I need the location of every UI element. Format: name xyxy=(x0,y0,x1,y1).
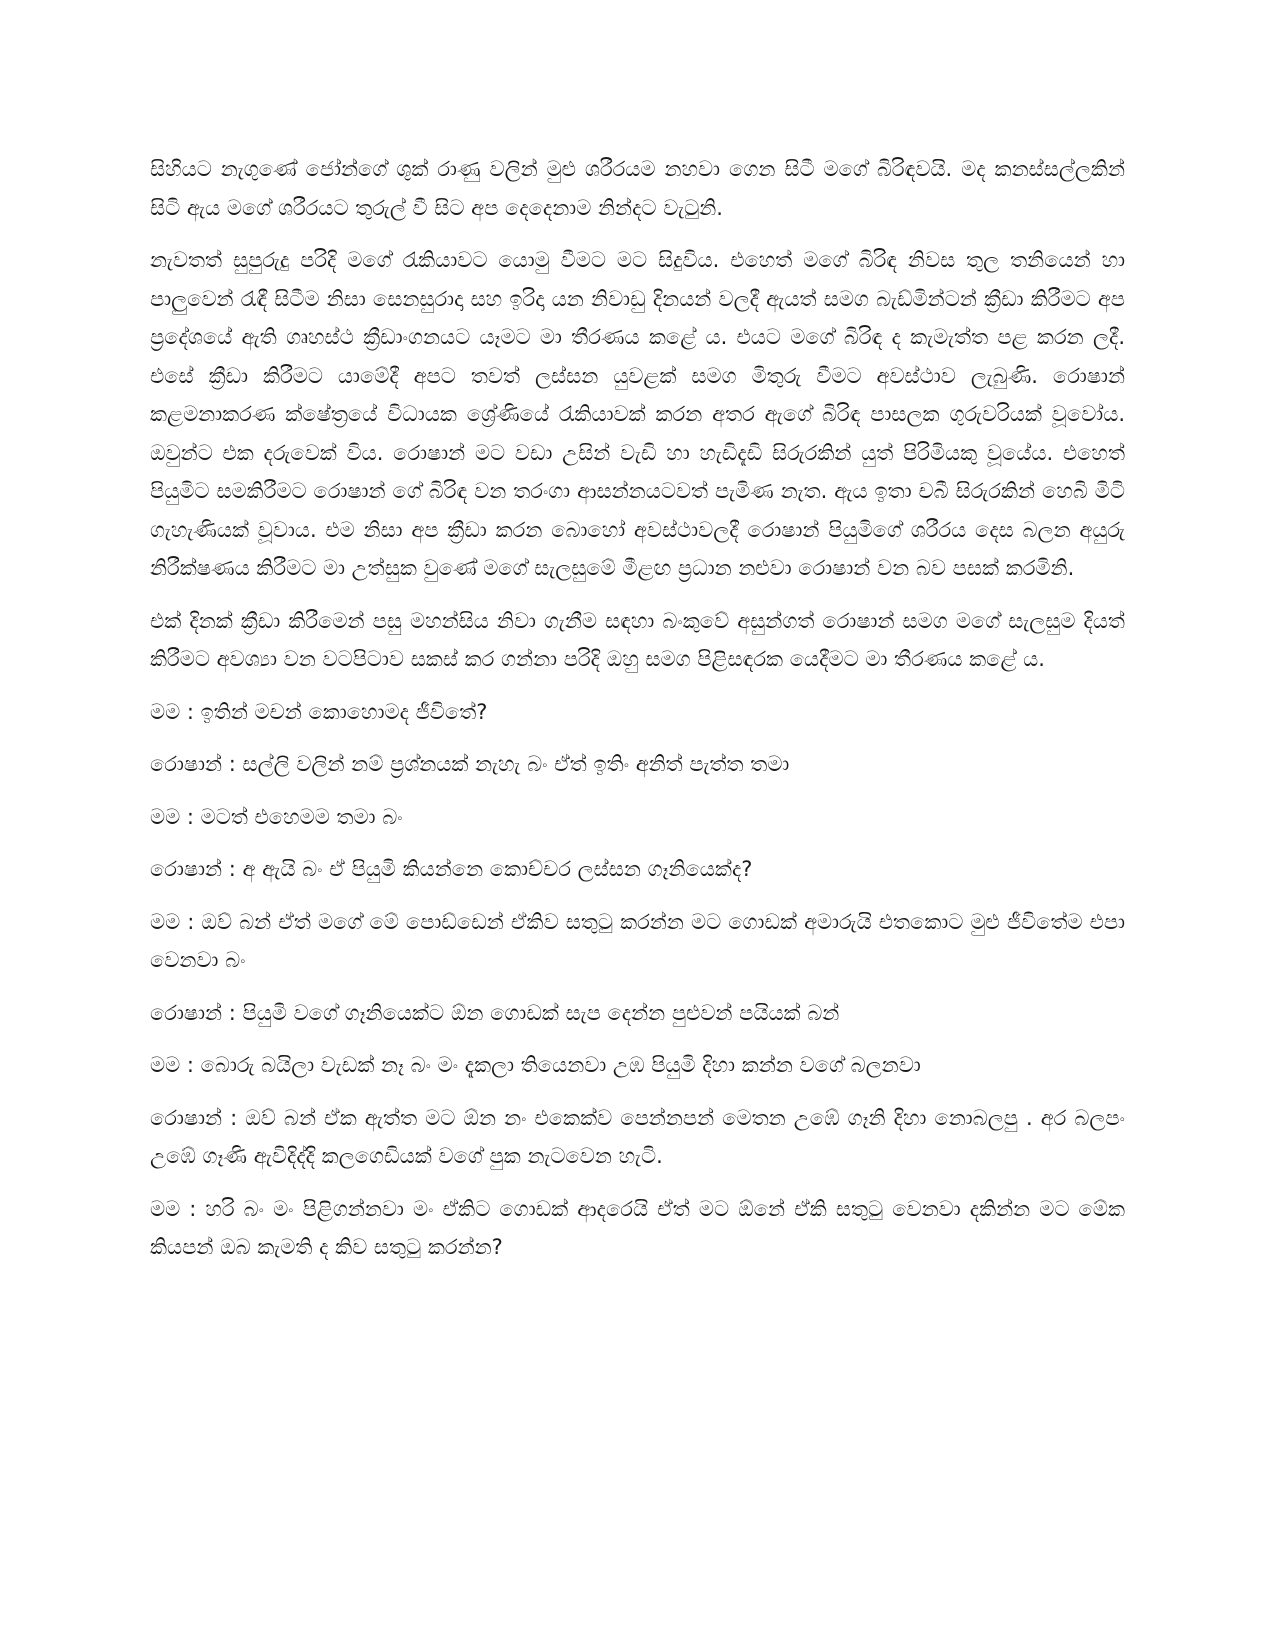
dialogue-line: මම : මටත් එහෙමම තමා බං xyxy=(150,804,403,829)
dialogue-line: මම : බොරු බයිලා වැඩක් නෑ බං මං දැකලා තියෙනවා උඹ පියුමි දිහා කන්න වගේ බලනවා xyxy=(150,1053,921,1077)
paragraph-story: නැවතත් සුපුරුදු පරිදි මගේ රැකියාවට යොමු වීමට මට සිදුවිය. එහෙත් මගේ බිරිඳ නිවස තුල තනියෙන් හා පාලුවෙන් රැඳී සිටීම නිසා සෙනසුරාදා සහ ඉරිදා යන නිවාඩු දිනයන් වලදී ඇයත් සමග බැඩ්මින්ටන් ක්‍රීඩා කිරීමට අප ප්‍රදේශයේ ඇති ගෘහස්ථ ක්‍රීඩාංගනයට යෑමට මා තීරණය කළේ ය. එයට මගේ බිරිඳ ද කැමැත්ත පළ කරන ලදී. එසේ ක්‍රීඩා කිරීමට යාමේදී අපට තවත් ලස්සන යුවළක් සමග මිතුරු වීමට අවස්ථාව ලැබුණි. රොෂාන් කළමනාකරණ ක්ෂේත්‍රයේ විධායක ශ්‍රේණියේ රැකියාවක් කරන අතර ඇගේ බිරිඳ පාසලක ගුරුවරියක් වූවෝය. ඔවුන්ට එක දරුවෙක් විය. රොෂාන් මට වඩා උසින් වැඩි හා හැඩිදැඩි සිරුරකින් යුත් පිරිමියකු වූයේය. එහෙත් පියුමිට සමකිරීමට රොෂාන් ගේ බිරිඳ වන තරංගා ආසන්නයටවත් පැමිණ නැත. ඇය ඉතා චබී සිරුරකින් හෙබි මිටි ගැහැණියක් වූවාය. එම නිසා අප ක්‍රීඩා කරන බොහෝ අවස්ථාවලදී රොෂාන් පියුමිගේ ශරීරය දෙස බලන අයුරු නිරීක්ෂණය කිරීමට මා උත්සුක වුණේ මගේ සැලසුමේ මීළඟ ප්‍රධාන නළුවා රොෂාන් වන බව පසක් කරමිනි. xyxy=(150,248,1125,580)
paragraph-decision: එක් දිනක් ක්‍රීඩා කිරීමෙන් පසු මහන්සිය නිවා ගැනීම සඳහා බංකුවේ අසුන්ගත් රොෂාන් සමග මගේ සැලසුම දියත් කිරීමට අවශ්‍යා වන වටපිටාව සකස් කර ගන්නා පරිදි ඔහු සමග පිළිසඳරක යෙදීමට මා තීරණය කළේ ය. xyxy=(150,608,1125,671)
dialogue-line: මම : ඉතින් මචන් කොහොමද ජීවිතේ? xyxy=(150,699,488,724)
paragraph-intro: සිහියට නැගුණේ ජෝන්ගේ ශුක් රාණු වලින් මුළු ශරීරයම නහවා ගෙන සිටී මගේ බිරිඳවයි. මද කනස්සල්ලකින් සිටි ඇය මගේ ශරීරයට තුරුල් වී සිට අප දෙදෙනාම නින්දට වැටුනි. xyxy=(150,157,1125,220)
dialogue-line: රොෂාන් : ඔව් බන් ඒක ඇත්ත මට ඕන නං එකෙක්ව පෙන්නපන් මෙතන උඹේ ගෑනි දිහා නොබලපු . අර බලපං උඹේ ගෑණි ඇවිදිද්දි කලගෙඩියක් වගේ පුක නැටවෙන හැටි. xyxy=(150,1105,1125,1168)
dialogue-line: රොෂාන් : අ ඇයි බං ඒ පියුමි කියන්නෙ කොච්චර ලස්සන ගෑනියෙක්ද? xyxy=(150,857,753,881)
dialogue-line: රොෂාන් : සල්ලි වලින් නම් ප්‍රශ්නයක් නැහැ බං ඒත් ඉතිං අනිත් පැත්ත තමා xyxy=(150,752,790,776)
dialogue-line: රොෂාන් : පියුමි වගේ ගෑනියෙක්ට ඕන ගොඩක් සැප දෙන්න පුළුවන් පයියක් බන් xyxy=(150,1000,840,1025)
dialogue-line: මම : හරි බං මං පිළිගන්නවා මං ඒකිට ගොඩක් ආදරෙයි ඒත් මට ඕනේ ඒකි සතුටු වෙනවා දකින්න මට මේක කියපන් ඔබ කැමති ද කිව සතුටු කරන්න? xyxy=(150,1196,1125,1259)
dialogue-line: මම : ඔව් බන් ඒත් මගේ මේ පොඩ්ඩෙන් ඒකිව සතුටු කරන්න මට ගොඩක් අමාරුයි එතකොට මුළු ජීවිතේම එපා වෙනවා බං xyxy=(150,909,1125,972)
document-body xyxy=(150,150,1125,1281)
